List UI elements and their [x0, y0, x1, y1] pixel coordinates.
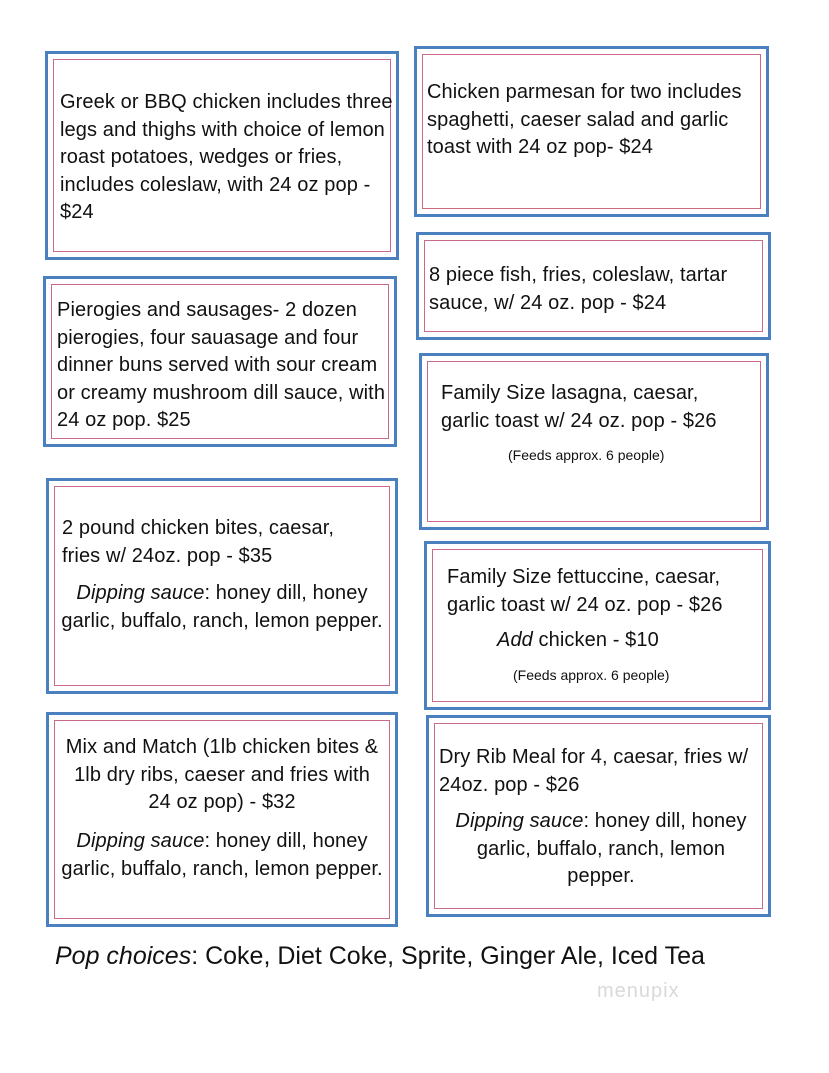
item-description: Chicken parmesan for two includes spaghetti, caeser salad and garlic toast with 24 oz pop- $24 [427, 81, 742, 158]
serving-note: (Feeds approx. 6 people) [508, 447, 665, 463]
add-label: Add [497, 629, 533, 651]
pop-choices-list: : Coke, Diet Coke, Sprite, Ginger Ale, Iced Tea [191, 942, 705, 970]
item-description: 2 pound chicken bites, caesar, fries w/ 24oz. pop - $35 [62, 517, 335, 567]
item-description: Greek or BBQ chicken includes three legs and thighs with choice of lemon roast potatoes, wedges or fries, includes coleslaw, with 24 oz pop - $24 [60, 91, 393, 223]
menu-item-pierogies [43, 276, 397, 447]
dipping-sauce-info [59, 580, 385, 635]
dipping-sauce-options: : honey dill, honey garlic, buffalo, ranch, lemon pepper. [61, 830, 383, 880]
dipping-sauce-info [59, 828, 385, 883]
item-description: Mix and Match (1lb chicken bites & 1lb dry ribs, caeser and fries with 24 oz pop) - $32 [65, 736, 379, 813]
item-description: Pierogies and sausages- 2 dozen pierogies, four sauasage and four dinner buns served with sour cream or creamy mushroom dill sauce, with 24 oz pop. $25 [57, 299, 386, 431]
menu-item-chicken-bites [46, 478, 398, 694]
item-description: Family Size fettuccine, caesar, garlic toast w/ 24 oz. pop - $26 [447, 566, 723, 616]
dipping-sauce-label: Dipping sauce [76, 582, 205, 604]
menu-item-greek-bbq-chicken [45, 51, 399, 260]
item-description: 8 piece fish, fries, coleslaw, tartar sauce, w/ 24 oz. pop - $24 [429, 264, 728, 314]
add-chicken-option [497, 627, 659, 655]
menu-item-dry-rib-meal [426, 715, 771, 917]
menu-item-lasagna [419, 353, 769, 530]
pop-choices-label: Pop choices [55, 942, 192, 970]
dipping-sauce-label: Dipping sauce [76, 830, 205, 852]
menu-item-chicken-parmesan [414, 46, 769, 217]
dipping-sauce-options: : honey dill, honey garlic, buffalo, ranch, lemon pepper. [61, 582, 383, 632]
item-description: Dry Rib Meal for 4, caesar, fries w/ 24oz. pop - $26 [439, 746, 749, 796]
pop-choices [55, 942, 705, 971]
serving-note: (Feeds approx. 6 people) [513, 667, 670, 683]
dipping-sauce-label: Dipping sauce [455, 810, 584, 832]
menu-item-mix-and-match [46, 712, 398, 927]
menu-item-fettuccine [424, 541, 771, 710]
menupix-watermark: menupix [597, 980, 680, 1002]
add-price: chicken - $10 [532, 629, 659, 651]
dipping-sauce-options: : honey dill, honey garlic, buffalo, ranch, lemon pepper. [476, 810, 747, 887]
dipping-sauce-info [441, 808, 761, 891]
menu-item-fish [416, 232, 771, 340]
item-description: Family Size lasagna, caesar, garlic toast w/ 24 oz. pop - $26 [441, 382, 717, 432]
